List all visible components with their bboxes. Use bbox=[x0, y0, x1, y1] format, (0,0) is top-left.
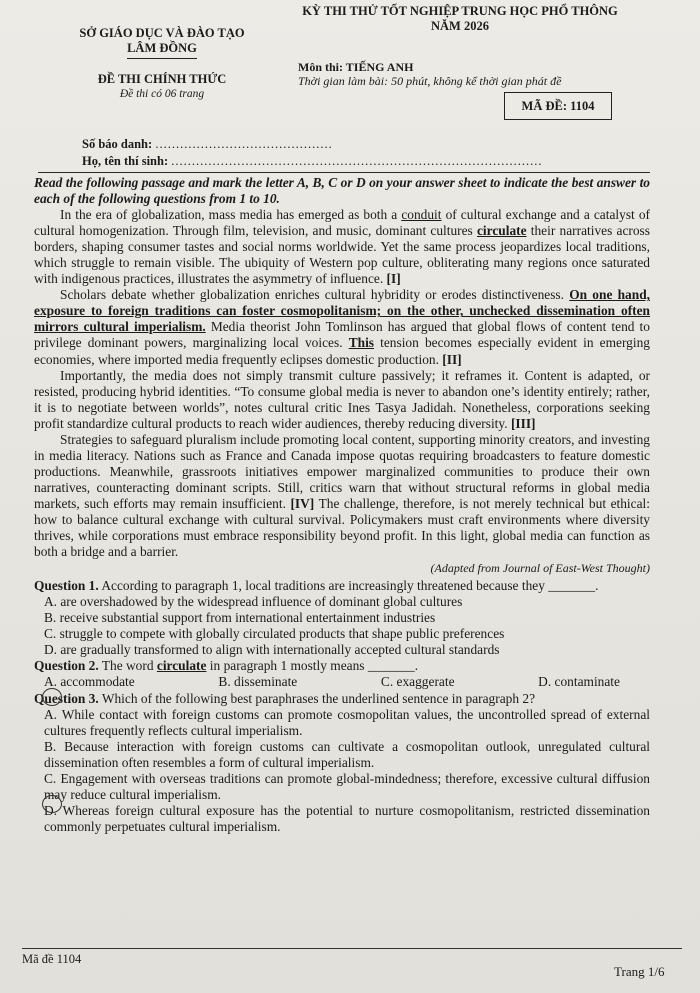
option-3c[interactable]: C. Engagement with overseas traditions can promote global-mindedness; therefore, excessive cultural diffusion may reduce cultural imperialism. bbox=[44, 770, 650, 802]
passage-text: of cultural exchange and a catalyst of cultural homogenization. Through film, television, and music, dominant cultures bbox=[34, 207, 650, 239]
candidate-info bbox=[82, 136, 543, 170]
passage-paragraph-1 bbox=[34, 207, 650, 287]
passage-text: Strategies to safeguard pluralism include promoting local content, supporting minority creators, and investing in media literacy. Nations such as France and Canada impose quotas requiring broadcasters to feature domestic productions. Meanwhile, grassroots initiatives empower marginalized communities to produce their own narratives, counteracting dominant scripts. Still, critics warn that without structural reforms in global media markets, such efforts may remain insufficient. bbox=[34, 431, 650, 511]
marker-iv: [IV] bbox=[290, 495, 315, 511]
passage-paragraph-4 bbox=[34, 432, 650, 560]
option-1b[interactable]: B. receive substantial support from international entertainment industries bbox=[44, 610, 436, 626]
question-number: Question 3. bbox=[34, 690, 99, 706]
section-divider bbox=[38, 172, 650, 173]
question-stem: in paragraph 1 mostly means _______. bbox=[206, 658, 419, 674]
option-2b[interactable]: B. disseminate bbox=[218, 674, 298, 690]
candidate-id-row bbox=[82, 136, 543, 153]
passage-text: Importantly, the media does not simply transmit culture passively; it reframes it. Content is adapted, or resisted, producing hybrid identities. “To consume global media is never to abandon one’s identity entirely; rather, it is to negotiate between worlds”, notes cultural critic Ines Tasya Jadidah. Nonetheless, corporations seeking profit standardize cultural products to reach wider audiences, thereby reducing diversity. bbox=[34, 367, 650, 431]
subject-block bbox=[298, 60, 638, 88]
pencil-circle-mark bbox=[42, 688, 62, 706]
source-text: ) bbox=[646, 561, 650, 576]
passage-text: Media theorist John Tomlinson has argued that global flows of content tend to privilege dominant powers, marginalizing local voices. bbox=[34, 319, 650, 351]
word-conduit: conduit bbox=[401, 207, 442, 223]
marker-iii: [III] bbox=[510, 415, 536, 431]
question-2-options bbox=[34, 674, 650, 690]
department-name: SỞ GIÁO DỤC VÀ ĐÀO TẠO bbox=[79, 26, 245, 40]
candidate-id-label: Số báo danh: bbox=[82, 137, 153, 151]
option-2d[interactable]: D. contaminate bbox=[538, 674, 620, 690]
option-1d[interactable]: D. are gradually transformed to align with internationally accepted cultural standards bbox=[44, 642, 500, 658]
subject-name: Môn thi: TIẾNG ANH bbox=[298, 60, 414, 74]
word-circulate: circulate bbox=[476, 223, 527, 239]
pencil-circle-mark bbox=[42, 795, 62, 813]
passage-text: Scholars debate whether globalization enriches cultural hybridity or erodes distinctiveness. bbox=[60, 287, 570, 303]
source-text: (Adapted from bbox=[430, 561, 503, 576]
exam-title-year: NĂM 2026 bbox=[431, 19, 489, 33]
footer-page-number: Trang 1/6 bbox=[614, 964, 665, 979]
word-this: This bbox=[348, 335, 374, 351]
passage-source bbox=[34, 560, 650, 576]
passage-text: their narratives across borders, shaping consumer tastes and social norms worldwide. Yet the same process jeopardizes local traditions, which struggle to remain visible. The ubiquity of Western pop culture, obliterating many regions once saturated with indigenous practices, illustrates the asymmetry of influence. bbox=[34, 223, 650, 287]
option-1a[interactable]: A. are overshadowed by the widespread influence of dominant global cultures bbox=[44, 594, 463, 610]
passage-paragraph-3 bbox=[34, 368, 650, 432]
option-3a[interactable]: A. While contact with foreign customs can promote cosmopolitan values, the uncontrolled spread of external cultures frequently reflects cultural imperialism. bbox=[44, 706, 650, 738]
question-stem: According to paragraph 1, local traditions are increasingly threatened because they _______. bbox=[98, 578, 599, 594]
source-journal: Journal of East-West Thought bbox=[502, 561, 646, 576]
page-count: Đề thi có 06 trang bbox=[119, 88, 205, 100]
header-divider bbox=[127, 58, 197, 59]
exam-content bbox=[34, 175, 650, 835]
passage-text: The challenge, therefore, is not merely technical but ethical: how to balance cultural exchange with cultural survival. Policymakers must craft environments where diversity thrives, while corporations must embrace responsibility beyond profit. In this light, global media can function as both a bridge and a barrier. bbox=[34, 495, 650, 560]
exam-code-box: MÃ ĐỀ: 1104 bbox=[504, 92, 612, 120]
instructions: Read the following passage and mark the letter A, B, C or D on your answer sheet to indicate the best answer to each of the following questions from 1 to 10. bbox=[34, 175, 650, 207]
option-3d[interactable]: D. Whereas foreign cultural exposure has the potential to nurture cosmopolitanism, restricted dissemination commonly perpetuates cultural imperialism. bbox=[44, 802, 650, 834]
question-3 bbox=[34, 691, 650, 835]
question-stem: Which of the following best paraphrases the underlined sentence in paragraph 2? bbox=[98, 690, 536, 706]
marker-ii: [II] bbox=[442, 351, 462, 367]
official-exam-block bbox=[82, 72, 242, 102]
word-circulate-ref: circulate bbox=[156, 658, 207, 674]
option-3b[interactable]: B. Because interaction with foreign customs can cultivate a cosmopolitan outlook, unregulated cultural dissemination often resembles a form of cultural imperialism. bbox=[44, 738, 650, 770]
candidate-name-field[interactable]: .......................................................................................... bbox=[171, 154, 543, 168]
passage-text: In the era of globalization, mass media has emerged as both a bbox=[60, 207, 402, 223]
exam-title bbox=[270, 4, 650, 34]
question-stem: The word bbox=[98, 658, 157, 674]
official-label: ĐỀ THI CHÍNH THỨC bbox=[97, 72, 227, 86]
candidate-name-label: Họ, tên thí sinh: bbox=[82, 154, 169, 168]
option-2c[interactable]: C. exaggerate bbox=[380, 674, 455, 690]
question-number: Question 1. bbox=[34, 578, 99, 594]
option-2a[interactable]: A. accommodate bbox=[44, 674, 135, 690]
option-1c[interactable]: C. struggle to compete with globally circulated products that shape public preferences bbox=[44, 626, 505, 642]
candidate-name-row bbox=[82, 153, 543, 170]
candidate-id-field[interactable]: ........................................... bbox=[155, 137, 333, 151]
passage-text: tension becomes especially evident in emerging economies, where imported media frequently eclipses domestic production. bbox=[34, 335, 650, 367]
underlined-sentence: On one hand, exposure to foreign traditions can foster cosmopolitanism; on the other, unchecked dissemination often mirrors cultural imperialism. bbox=[34, 287, 650, 335]
exam-duration: Thời gian làm bài: 50 phút, không kể thời gian phát đề bbox=[298, 74, 562, 88]
exam-title-line1: KỲ THI THỬ TỐT NGHIỆP TRUNG HỌC PHỔ THÔNG bbox=[302, 4, 618, 18]
department-province: LÂM ĐỒNG bbox=[127, 41, 197, 55]
question-2 bbox=[34, 658, 650, 690]
question-1 bbox=[34, 578, 650, 658]
department-header bbox=[62, 26, 262, 59]
marker-i: [I] bbox=[386, 271, 401, 287]
footer-divider bbox=[22, 948, 682, 949]
passage-paragraph-2 bbox=[34, 287, 650, 367]
footer-exam-code: Mã đề 1104 bbox=[22, 952, 82, 966]
question-number: Question 2. bbox=[34, 658, 99, 674]
